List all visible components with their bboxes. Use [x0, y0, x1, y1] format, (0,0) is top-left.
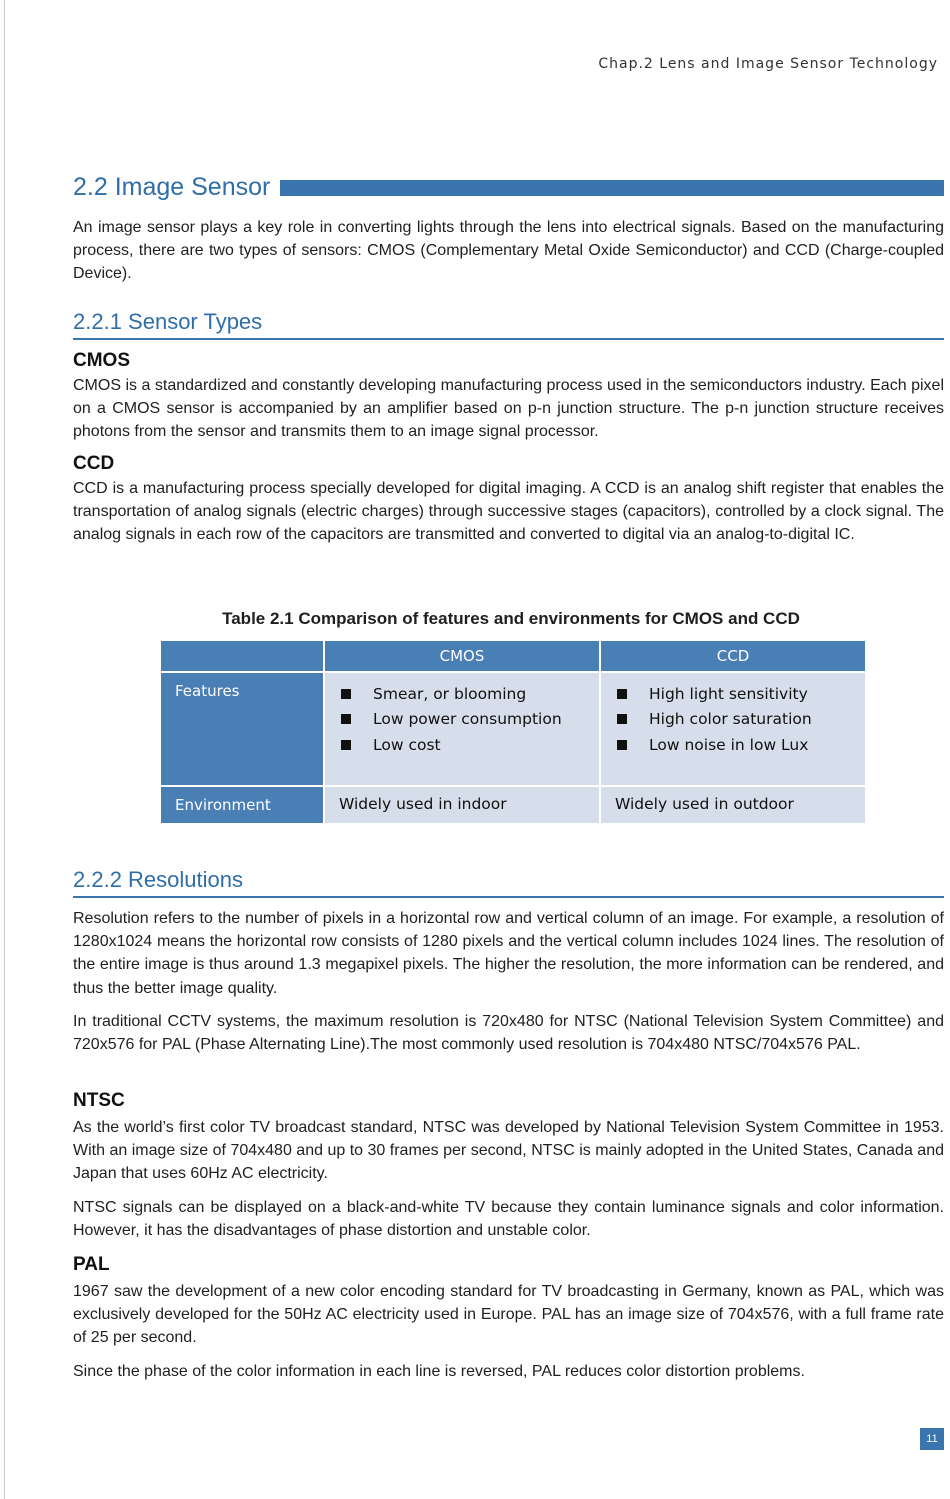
bullet-square-icon: [617, 740, 627, 750]
ntsc-paragraph-2: NTSC signals can be displayed on a black-and-white TV because they contain luminance signals and color information. However, it has the disadvantages of phase distortion and unstable color.: [73, 1199, 944, 1240]
ccd-feature-text: High light sensitivity: [649, 684, 808, 703]
bullet-square-icon: [341, 740, 351, 750]
cmos-feature-text: Low power consumption: [373, 710, 562, 729]
cmos-feature-text: Low cost: [373, 735, 441, 754]
table-row-features: [161, 673, 865, 785]
bullet-square-icon: [617, 689, 627, 699]
cmos-paragraph: CMOS is a standardized and constantly developing manufacturing process used in the semiconductors industry. Each pixel on a CMOS sensor is accompanied by an amplifier based on p-n junction structure. The p-n junction structure receives photons from the sensor and transmits them to an image signal processor.: [73, 377, 944, 441]
row-header-features: Features: [161, 673, 323, 785]
ccd-feature-text: Low noise in low Lux: [649, 735, 809, 754]
cmos-environment-cell: Widely used in indoor: [325, 787, 599, 823]
running-header: Chap.2 Lens and Image Sensor Technology: [598, 56, 938, 72]
intro-paragraph: An image sensor plays a key role in converting lights through the lens into electrical signals. Based on the manufacturing process, there are two types of sensors: CMOS (Complementary Metal Oxide Semiconductor) and CCD (Charge-coupled Device).: [73, 219, 944, 283]
list-item: [615, 681, 851, 707]
cmos-heading: CMOS: [73, 350, 130, 371]
section-title-text: 2.2 Image Sensor: [73, 172, 271, 201]
section-title: [73, 170, 944, 204]
list-item: [339, 681, 585, 707]
page-margin-rule: [4, 0, 5, 1499]
ccd-feature-text: High color saturation: [649, 710, 812, 729]
ccd-heading: CCD: [73, 453, 115, 474]
ntsc-paragraph-1: As the world’s first color TV broadcast standard, NTSC was developed by National Television System Committee in 1953. With an image size of 704x480 and up to 30 frames per second, NTSC is mainly adopted in the United States, Canada and Japan that uses 60Hz AC electricity.: [73, 1119, 944, 1183]
comparison-table: [159, 639, 867, 825]
ccd-features-cell: [601, 673, 865, 785]
pal-paragraph-2: Since the phase of the color information in each line is reversed, PAL reduces color distortion problems.: [73, 1363, 805, 1380]
table-corner-cell: [161, 641, 323, 671]
table-caption: Table 2.1 Comparison of features and environments for CMOS and CCD: [222, 609, 800, 628]
ccd-paragraph: CCD is a manufacturing process specially developed for digital imaging. A CCD is an analog shift register that enables the transportation of analog signals (electric charges) through successive stages (capacitors), controlled by a clock signal. The analog signals in each row of the capacitors are transmitted and converted to digital via an analog-to-digital IC.: [73, 480, 944, 544]
bullet-square-icon: [341, 689, 351, 699]
list-item: [615, 707, 851, 733]
table-row-environment: [161, 787, 865, 823]
column-header-cmos: CMOS: [325, 641, 599, 671]
table-header-row: [161, 641, 865, 671]
bullet-square-icon: [617, 714, 627, 724]
cmos-feature-text: Smear, or blooming: [373, 684, 527, 703]
pal-paragraph-1: 1967 saw the development of a new color encoding standard for TV broadcasting in Germany, known as PAL, which was exclusively developed for the 50Hz AC electricity used in Europe. PAL has an image size of 704x576, with a full frame rate of 25 per second.: [73, 1283, 944, 1347]
resolutions-paragraph-1: Resolution refers to the number of pixels in a horizontal row and vertical column of an image. For example, a resolution of 1280x1024 means the horizontal row consists of 1280 pixels and the vertical column includes 1024 lines. The resolution of the entire image is thus around 1.3 megapixel pixels. The higher the resolution, the more information can be rendered, and thus the better image quality.: [73, 910, 944, 997]
bullet-square-icon: [341, 714, 351, 724]
section-title-bar: [280, 180, 944, 196]
pal-heading: PAL: [73, 1254, 110, 1275]
cmos-features-cell: [325, 673, 599, 785]
page-number: 11: [920, 1428, 944, 1450]
list-item: [339, 707, 585, 733]
ntsc-heading: NTSC: [73, 1090, 125, 1111]
list-item: [615, 732, 851, 758]
list-item: [339, 732, 585, 758]
subsection-heading-resolutions: 2.2.2 Resolutions: [73, 866, 944, 898]
resolutions-paragraph-2: In traditional CCTV systems, the maximum resolution is 720x480 for NTSC (National Television System Committee) and 720x576 for PAL (Phase Alternating Line).The most commonly used resolution is 704x480 NTSC/704x576 PAL.: [73, 1013, 944, 1054]
subsection-heading-sensor-types: 2.2.1 Sensor Types: [73, 308, 944, 340]
column-header-ccd: CCD: [601, 641, 865, 671]
row-header-environment: Environment: [161, 787, 323, 823]
ccd-environment-cell: Widely used in outdoor: [601, 787, 865, 823]
